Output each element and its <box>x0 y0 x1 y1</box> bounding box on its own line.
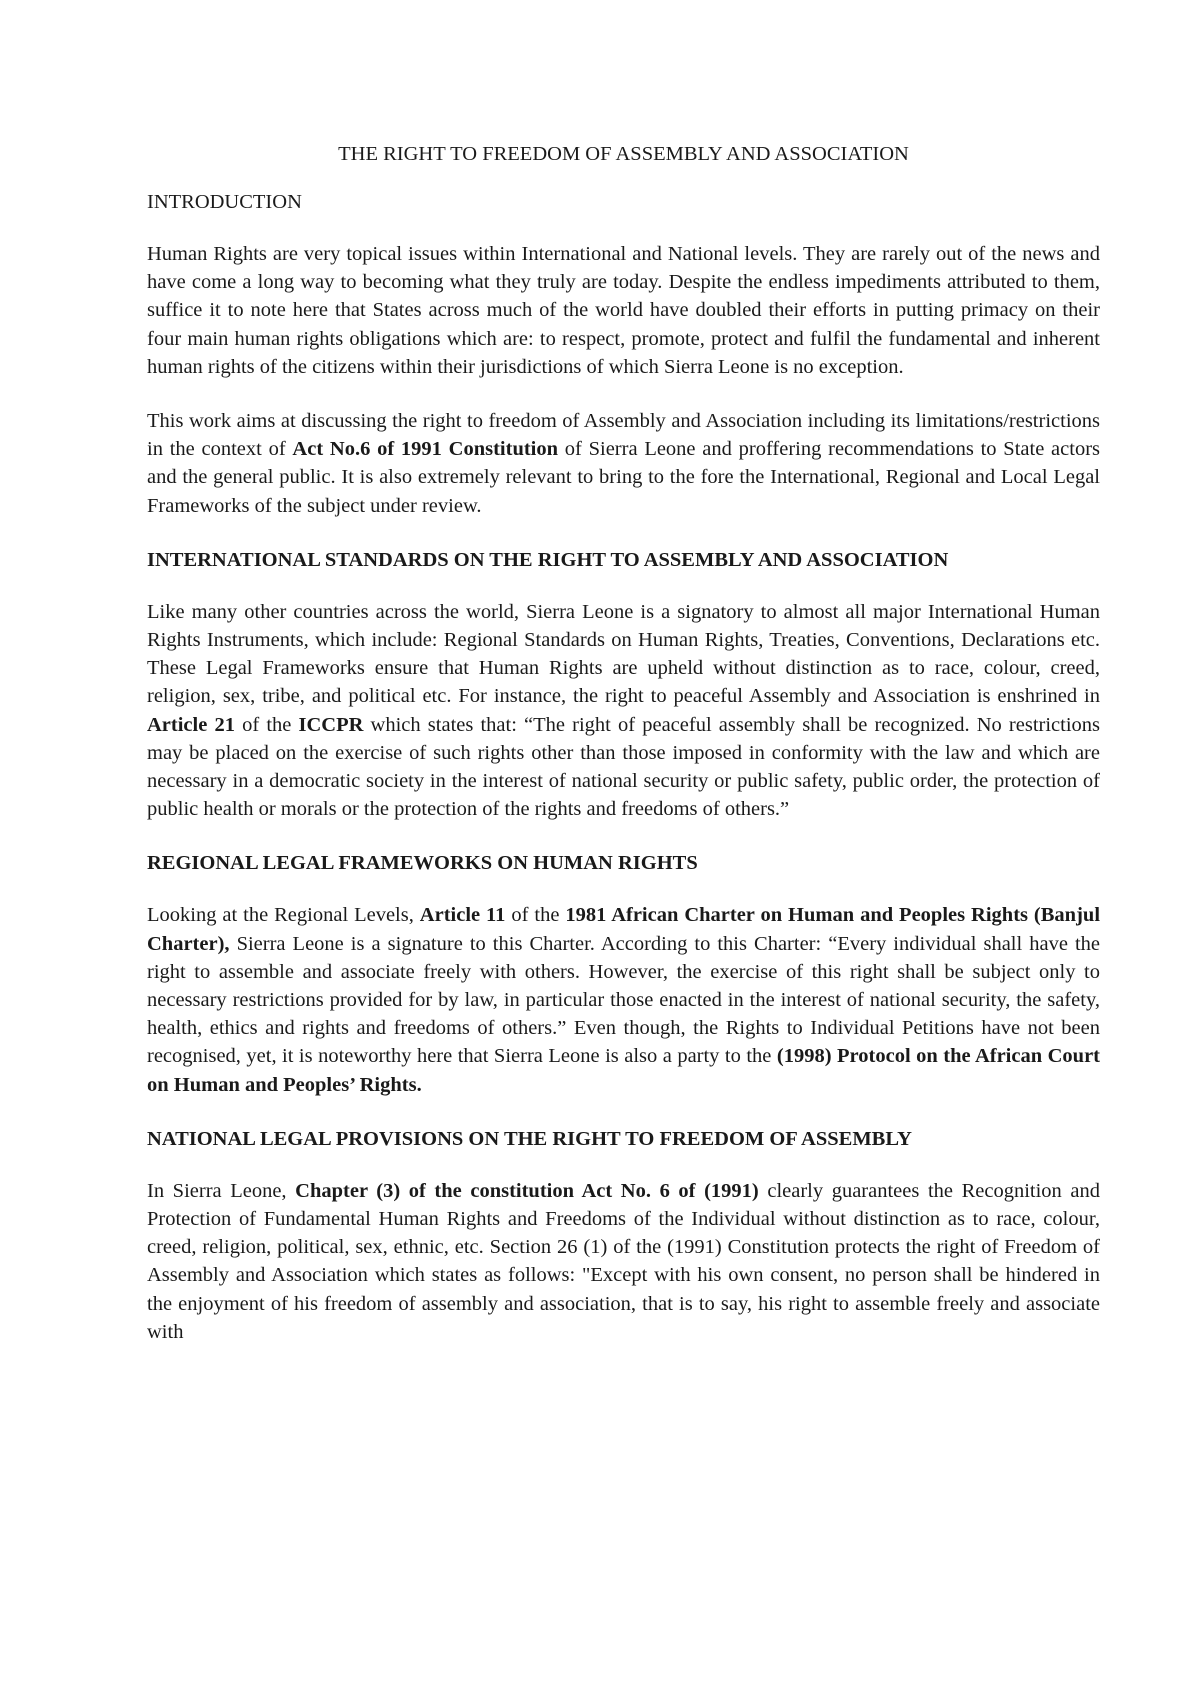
introduction-heading: INTRODUCTION <box>147 191 302 213</box>
text-run: of Sierra Leone and proffering recommendations to State actors and the general public. It is also extremely relevant to bring to the fore the International, Regional and Local Legal Frameworks of the subject under review. <box>147 438 1100 517</box>
text-run: This work aims at discussing the right to freedom of Assembly and Association including its limitations/restrictions in the context of <box>147 410 1100 461</box>
document-title: THE RIGHT TO FREEDOM OF ASSEMBLY AND ASSOCIATION <box>338 143 909 165</box>
text-run: of the <box>234 713 299 736</box>
introduction-paragraph-2 <box>147 407 1100 520</box>
text-run: clearly guarantees the Recognition and Protection of Fundamental Human Rights and Freedoms of the Individual without distinction as to race, colour, creed, religion, political, sex, ethnic, etc. Section 26 (1) of the (1991) Constitution protects the right of Freedom of Assembly and Association which states as follows: "Except with his own consent, no person shall be hindered in the enjoyment of his freedom of assembly and association, that is to say, his right to assemble freely and associate with <box>147 1179 1100 1343</box>
bold-text-run: Article 11 <box>419 904 506 927</box>
text-run: of the <box>505 904 566 927</box>
bold-text-run: Article 21 <box>147 713 235 736</box>
bold-text-run: Chapter (3) of the constitution Act No. 6 of (1991) <box>295 1179 759 1202</box>
document-page <box>147 140 1100 1372</box>
national-provisions-paragraph <box>147 1177 1100 1346</box>
introduction-paragraph-1: Human Rights are very topical issues within International and National levels. They are rarely out of the news and have come a long way to becoming what they truly are today. Despite the endless impediments attributed to them, suffice it to note here that States across much of the world have doubled their efforts in putting primacy on their four main human rights obligations which are: to respect, promote, protect and fulfil the fundamental and inherent human rights of the citizens within their jurisdictions of which Sierra Leone is no exception. <box>147 243 1100 378</box>
text-run: Looking at the Regional Levels, <box>147 904 420 927</box>
regional-frameworks-paragraph <box>147 901 1100 1098</box>
text-run: Like many other countries across the world, Sierra Leone is a signatory to almost all major International Human Rights Instruments, which include: Regional Standards on Human Rights, Treaties, Conventions, Declarations etc. These Legal Frameworks ensure that Human Rights are upheld without distinction as to race, colour, creed, religion, sex, tribe, and political etc. For instance, the right to peaceful Assembly and Association is enshrined in <box>147 600 1100 708</box>
text-run: Sierra Leone is a signature to this Charter. According to this Charter: “Every individual shall have the right to assemble and associate freely with others. However, the exercise of this right shall be subject only to necessary restrictions provided for by law, in particular those enacted in the interest of national security, the safety, health, ethics and rights and freedoms of others.” Even though, the Rights to Individual Petitions have not been recognised, yet, it is noteworthy here that Sierra Leone is also a party to the <box>147 932 1100 1068</box>
bold-text-run: ICCPR <box>298 713 364 736</box>
bold-text-run: Act No.6 of 1991 Constitution <box>292 438 559 461</box>
bold-text-run: 1981 African Charter on Human and Peoples Rights (Banjul Charter), <box>147 904 1101 955</box>
text-run: which states that: “The right of peaceful assembly shall be recognized. No restrictions may be placed on the exercise of such rights other than those imposed in conformity with the law and which are necessary in a democratic society in the interest of national security or public safety, public order, the protection of public health or morals or the protection of the rights and freedoms of others.” <box>147 713 1100 821</box>
international-standards-heading: INTERNATIONAL STANDARDS ON THE RIGHT TO ASSEMBLY AND ASSOCIATION <box>147 548 949 571</box>
text-run: In Sierra Leone, <box>147 1179 296 1202</box>
national-provisions-heading: NATIONAL LEGAL PROVISIONS ON THE RIGHT TO FREEDOM OF ASSEMBLY <box>147 1127 912 1150</box>
bold-text-run: (1998) Protocol on the African Court on Human and Peoples’ Rights. <box>147 1045 1100 1096</box>
regional-frameworks-heading: REGIONAL LEGAL FRAMEWORKS ON HUMAN RIGHTS <box>147 852 698 875</box>
international-standards-paragraph <box>147 598 1100 824</box>
